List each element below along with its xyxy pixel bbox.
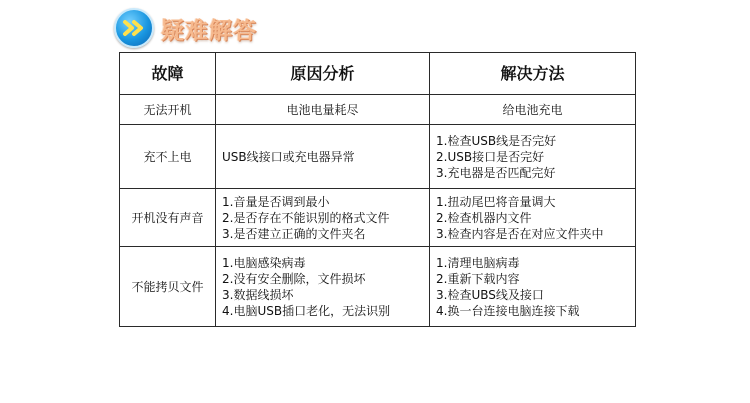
cause-line: 电池电量耗尽 <box>286 102 359 117</box>
cause-line: 2.没有安全删除，文件损坏 <box>222 271 366 286</box>
table-row <box>120 95 636 125</box>
solution-line: 1.清理电脑病毒 <box>436 255 520 270</box>
cause-cell <box>216 95 430 125</box>
table-row <box>120 189 636 247</box>
column-header-cause: 原因分析 <box>216 53 430 95</box>
double-chevron-right-icon <box>114 8 154 48</box>
solution-line: 2.USB接口是否完好 <box>436 149 545 164</box>
section-heading <box>114 8 257 48</box>
cause-line: 1.音量是否调到最小 <box>222 194 330 209</box>
solution-cell <box>430 125 636 189</box>
solution-line: 3.检查内容是否在对应文件夹中 <box>436 226 604 241</box>
troubleshooting-table <box>119 52 636 327</box>
fault-cell: 无法开机 <box>120 95 216 125</box>
solution-line: 给电池充电 <box>502 102 563 117</box>
cause-line: 1.电脑感染病毒 <box>222 255 306 270</box>
column-header-solution: 解决方法 <box>430 53 636 95</box>
solution-cell <box>430 247 636 327</box>
cause-line: 2.是否存在不能识别的格式文件 <box>222 210 390 225</box>
solution-line: 4.换一台连接电脑连接下载 <box>436 303 580 318</box>
solution-line: 2.检查机器内文件 <box>436 210 532 225</box>
section-title: 疑难解答 <box>161 17 257 44</box>
solution-cell <box>430 95 636 125</box>
table-header-row <box>120 53 636 95</box>
cause-cell <box>216 125 430 189</box>
table-row <box>120 125 636 189</box>
column-header-fault: 故障 <box>120 53 216 95</box>
cause-cell <box>216 189 430 247</box>
solution-line: 3.检查UBS线及接口 <box>436 287 544 302</box>
solution-line: 1.扭动尾巴将音量调大 <box>436 194 556 209</box>
cause-line: 3.数据线损坏 <box>222 287 294 302</box>
solution-line: 2.重新下载内容 <box>436 271 520 286</box>
fault-cell: 不能拷贝文件 <box>120 247 216 327</box>
cause-cell <box>216 247 430 327</box>
solution-cell <box>430 189 636 247</box>
solution-line: 1.检查USB线是否完好 <box>436 133 557 148</box>
fault-cell: 开机没有声音 <box>120 189 216 247</box>
cause-line: 3.是否建立正确的文件夹名 <box>222 226 366 241</box>
table-row <box>120 247 636 327</box>
solution-line: 3.充电器是否匹配完好 <box>436 165 556 180</box>
fault-cell: 充不上电 <box>120 125 216 189</box>
cause-line: 4.电脑USB插口老化，无法识别 <box>222 303 391 318</box>
cause-line: USB线接口或充电器异常 <box>222 149 355 164</box>
